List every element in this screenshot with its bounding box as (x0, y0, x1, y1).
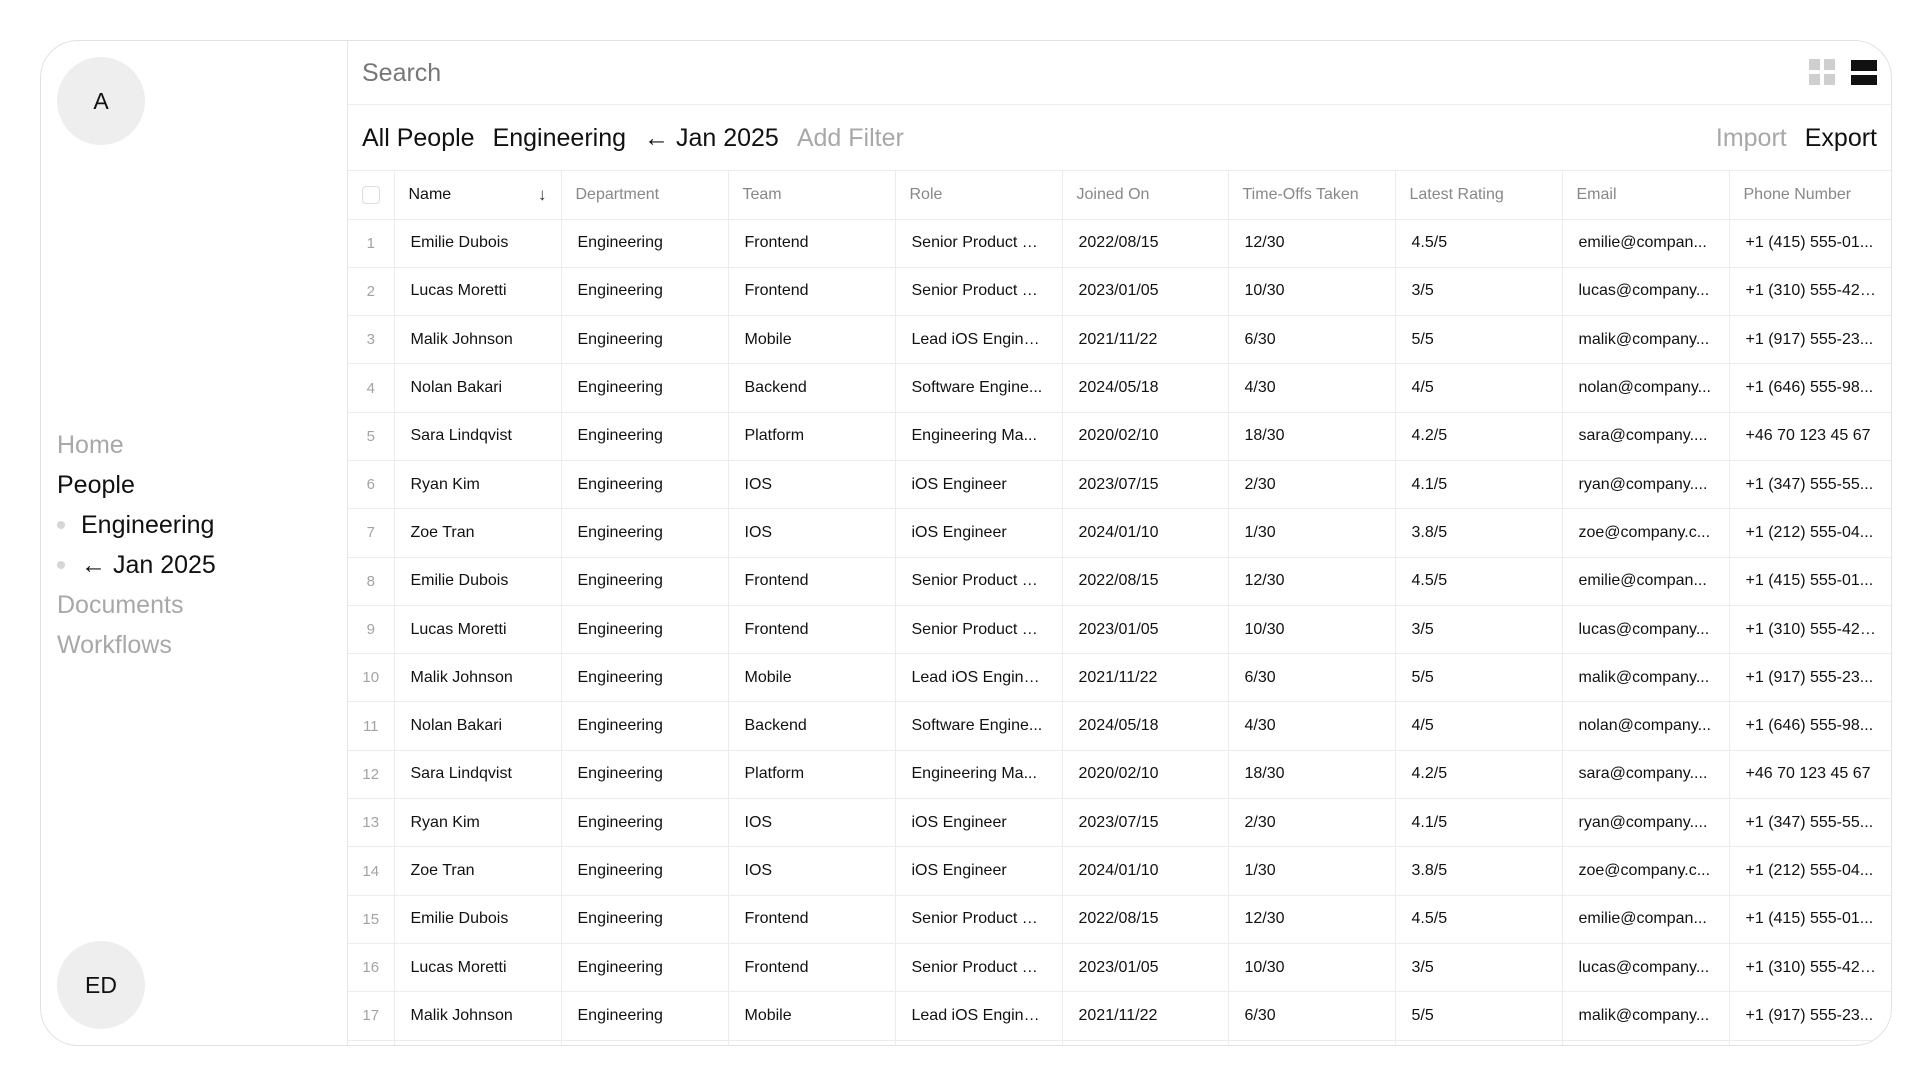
table-row[interactable] (348, 750, 1891, 798)
sidebar-item-home[interactable]: Home (57, 431, 124, 459)
time-offs-cell: 12/30 (1228, 557, 1395, 605)
table-row[interactable] (348, 943, 1891, 991)
team-cell: Frontend (728, 557, 895, 605)
phone-cell: +1 (415) 555-01... (1729, 895, 1891, 943)
table-body (348, 219, 1891, 1045)
name-cell: Emilie Dubois (394, 219, 561, 267)
phone-cell: +1 (415) 555-01... (1729, 557, 1891, 605)
rating-cell: 5/5 (1395, 316, 1562, 364)
team-cell: Frontend (728, 267, 895, 315)
row-number: 6 (348, 460, 394, 508)
rating-cell: 4.5/5 (1395, 895, 1562, 943)
column-header-label: Name (408, 185, 452, 203)
role-cell: Senior Product E... (895, 943, 1062, 991)
table-row[interactable] (348, 557, 1891, 605)
time-offs-cell: 1/30 (1228, 509, 1395, 557)
table-row[interactable] (348, 847, 1891, 895)
phone-cell: +1 (347) 555-55... (1729, 799, 1891, 847)
joined-on-cell: 2023/01/05 (1062, 943, 1228, 991)
row-number: 4 (348, 364, 394, 412)
column-header-department[interactable]: Department (561, 171, 728, 219)
rating-cell: 4.2/5 (1395, 750, 1562, 798)
role-cell: Engineering Ma... (895, 750, 1062, 798)
role-cell: Senior Product E... (895, 557, 1062, 605)
time-offs-cell: 6/30 (1228, 316, 1395, 364)
rating-cell: 5/5 (1395, 992, 1562, 1040)
department-cell: Engineering (561, 509, 728, 557)
team-cell: IOS (728, 847, 895, 895)
phone-cell: +1 (310) 555-4211 (1729, 943, 1891, 991)
table-row[interactable] (348, 895, 1891, 943)
table-actions (1716, 122, 1877, 154)
joined-on-cell: 2023/01/05 (1062, 605, 1228, 653)
column-header-time-offs-taken[interactable]: Time-Offs Taken (1228, 171, 1395, 219)
department-cell: Engineering (561, 654, 728, 702)
name-cell: Zoe Tran (394, 509, 561, 557)
email-cell: malik@company... (1562, 992, 1729, 1040)
time-offs-cell: 12/30 (1228, 895, 1395, 943)
email-cell: ryan@company.... (1562, 460, 1729, 508)
department-cell: Engineering (561, 219, 728, 267)
name-cell: Malik Johnson (394, 654, 561, 702)
time-offs-cell: 2/30 (1228, 799, 1395, 847)
joined-on-cell: 2020/02/10 (1062, 412, 1228, 460)
role-cell: Lead iOS Engine... (895, 316, 1062, 364)
filter-bar (348, 105, 1891, 171)
email-cell: nolan@company... (1562, 364, 1729, 412)
team-cell: Platform (728, 750, 895, 798)
team-cell: Platform (728, 412, 895, 460)
phone-cell: +46 70 123 45 67 (1729, 412, 1891, 460)
department-cell: Engineering (561, 364, 728, 412)
department-cell: Engineering (561, 799, 728, 847)
table-row[interactable] (348, 654, 1891, 702)
team-cell: Backend (728, 702, 895, 750)
grid-view-icon[interactable] (1809, 59, 1835, 85)
joined-on-cell: 2023/01/05 (1062, 267, 1228, 315)
team-cell: Mobile (728, 654, 895, 702)
role-cell: Software Engine... (895, 702, 1062, 750)
main-panel (347, 41, 1891, 1045)
rating-cell: 4.5/5 (1395, 557, 1562, 605)
email-cell: emilie@compan... (1562, 895, 1729, 943)
role-cell: Senior Product E... (895, 895, 1062, 943)
row-number: 14 (348, 847, 394, 895)
row-number: 16 (348, 943, 394, 991)
team-cell: IOS (728, 509, 895, 557)
sidebar-item-documents[interactable]: Documents (57, 591, 184, 619)
column-header-team[interactable]: Team (728, 171, 895, 219)
email-cell: zoe@company.c... (1562, 509, 1729, 557)
rating-cell: 3/5 (1395, 267, 1562, 315)
time-offs-cell: 18/30 (1228, 412, 1395, 460)
search-input[interactable] (362, 53, 962, 93)
phone-cell: +1 (917) 555-23... (1729, 654, 1891, 702)
team-cell: Frontend (728, 219, 895, 267)
rating-cell: 4.2/5 (1395, 412, 1562, 460)
team-cell: Frontend (728, 895, 895, 943)
phone-cell: +1 (347) 555-55... (1729, 460, 1891, 508)
email-cell: lucas@company... (1562, 605, 1729, 653)
role-cell: Engineering Ma... (895, 412, 1062, 460)
rating-cell: 4/5 (1395, 702, 1562, 750)
name-cell: Sara Lindqvist (394, 750, 561, 798)
name-cell: Ryan Kim (394, 460, 561, 508)
department-cell: Engineering (561, 702, 728, 750)
email-cell: zoe@company.c... (1562, 847, 1729, 895)
rating-cell: 5/5 (1395, 654, 1562, 702)
phone-cell: +1 (310) 555-4211 (1729, 605, 1891, 653)
table-header-row (348, 171, 1891, 219)
rating-cell: 4.5/5 (1395, 219, 1562, 267)
team-cell: IOS (728, 799, 895, 847)
joined-on-cell (1062, 1040, 1228, 1045)
column-header-phone-number[interactable]: Phone Number (1729, 171, 1891, 219)
joined-on-cell: 2023/07/15 (1062, 799, 1228, 847)
department-cell: Engineering (561, 316, 728, 364)
phone-cell: +1 (310) 555-4211 (1729, 267, 1891, 315)
select-all-checkbox[interactable] (362, 186, 380, 204)
time-offs-cell: 2/30 (1228, 460, 1395, 508)
row-number: 5 (348, 412, 394, 460)
table-row[interactable] (348, 316, 1891, 364)
table-row[interactable] (348, 460, 1891, 508)
department-cell: Engineering (561, 992, 728, 1040)
column-header-joined-on[interactable]: Joined On (1062, 171, 1228, 219)
row-number: 10 (348, 654, 394, 702)
view-toggles (1809, 59, 1877, 85)
email-cell: emilie@compan... (1562, 219, 1729, 267)
email-cell: malik@company... (1562, 654, 1729, 702)
role-cell: iOS Engineer (895, 509, 1062, 557)
column-header-latest-rating[interactable]: Latest Rating (1395, 171, 1562, 219)
time-offs-cell: 6/30 (1228, 654, 1395, 702)
people-table (348, 171, 1891, 1045)
user-avatar[interactable]: ED (57, 941, 145, 1029)
sort-arrow-down-icon[interactable]: ↓ (538, 184, 547, 204)
filter-all-people[interactable]: All People (362, 124, 475, 152)
table-row[interactable] (348, 509, 1891, 557)
department-cell: Engineering (561, 750, 728, 798)
department-cell (561, 1040, 728, 1045)
department-cell: Engineering (561, 895, 728, 943)
time-offs-cell: 6/30 (1228, 992, 1395, 1040)
email-cell: ryan@company.... (1562, 799, 1729, 847)
filter-chips (362, 122, 904, 154)
filter-jan-2025[interactable]: ← Jan 2025 (644, 124, 779, 152)
name-cell: Lucas Moretti (394, 267, 561, 315)
row-number: 9 (348, 605, 394, 653)
role-cell: Senior Product E... (895, 219, 1062, 267)
role-cell: Software Engine... (895, 364, 1062, 412)
phone-cell: +1 (646) 555-98... (1729, 702, 1891, 750)
team-cell: IOS (728, 460, 895, 508)
phone-cell: +1 (415) 555-01... (1729, 219, 1891, 267)
search-bar (348, 41, 1891, 105)
department-cell: Engineering (561, 267, 728, 315)
name-cell: Nolan Bakari (394, 702, 561, 750)
role-cell: Lead iOS Engine... (895, 654, 1062, 702)
department-cell: Engineering (561, 460, 728, 508)
joined-on-cell: 2024/01/10 (1062, 509, 1228, 557)
phone-cell (1729, 1040, 1891, 1045)
time-offs-cell: 4/30 (1228, 702, 1395, 750)
table-row[interactable] (348, 412, 1891, 460)
team-cell: Mobile (728, 992, 895, 1040)
app-window (40, 40, 1892, 1046)
email-cell: nolan@company... (1562, 702, 1729, 750)
name-cell: Malik Johnson (394, 316, 561, 364)
row-number (348, 1040, 394, 1045)
table-row[interactable] (348, 799, 1891, 847)
sidebar (41, 41, 347, 1045)
sidebar-item-workflows[interactable]: Workflows (57, 631, 172, 659)
name-cell: Ryan Kim (394, 799, 561, 847)
joined-on-cell: 2023/07/15 (1062, 460, 1228, 508)
department-cell: Engineering (561, 412, 728, 460)
time-offs-cell: 10/30 (1228, 267, 1395, 315)
row-number: 8 (348, 557, 394, 605)
rating-cell (1395, 1040, 1562, 1045)
table-row[interactable] (348, 605, 1891, 653)
joined-on-cell: 2022/08/15 (1062, 219, 1228, 267)
name-cell: Sara Lindqvist (394, 412, 561, 460)
time-offs-cell: 10/30 (1228, 943, 1395, 991)
import-button[interactable]: Import (1715, 124, 1787, 152)
joined-on-cell: 2021/11/22 (1062, 654, 1228, 702)
row-number: 2 (348, 267, 394, 315)
rating-cell: 4.1/5 (1395, 460, 1562, 508)
email-cell: lucas@company... (1562, 267, 1729, 315)
name-cell: Emilie Dubois (394, 557, 561, 605)
role-cell: Senior Product E... (895, 267, 1062, 315)
export-button[interactable]: Export (1804, 124, 1877, 152)
table-row[interactable] (348, 219, 1891, 267)
role-cell: iOS Engineer (895, 460, 1062, 508)
team-cell: Mobile (728, 316, 895, 364)
name-cell: Lucas Moretti (394, 943, 561, 991)
email-cell: malik@company... (1562, 316, 1729, 364)
row-number: 1 (348, 219, 394, 267)
rating-cell: 3/5 (1395, 605, 1562, 653)
email-cell: lucas@company... (1562, 943, 1729, 991)
email-cell: emilie@compan... (1562, 557, 1729, 605)
table-row[interactable] (348, 267, 1891, 315)
table-row[interactable] (348, 364, 1891, 412)
time-offs-cell: 12/30 (1228, 219, 1395, 267)
row-number: 3 (348, 316, 394, 364)
department-cell: Engineering (561, 605, 728, 653)
email-cell: sara@company.... (1562, 750, 1729, 798)
row-number: 17 (348, 992, 394, 1040)
phone-cell: +46 70 123 45 67 (1729, 750, 1891, 798)
add-filter-button[interactable]: Add Filter (796, 124, 904, 152)
phone-cell: +1 (212) 555-04... (1729, 847, 1891, 895)
time-offs-cell: 4/30 (1228, 364, 1395, 412)
role-cell: Senior Product E... (895, 605, 1062, 653)
table-row[interactable] (348, 992, 1891, 1040)
role-cell (895, 1040, 1062, 1045)
rating-cell: 3.8/5 (1395, 847, 1562, 895)
name-cell: Nolan Bakari (394, 364, 561, 412)
phone-cell: +1 (212) 555-04... (1729, 509, 1891, 557)
column-header-email[interactable]: Email (1562, 171, 1729, 219)
time-offs-cell: 1/30 (1228, 847, 1395, 895)
row-number: 12 (348, 750, 394, 798)
row-number: 11 (348, 702, 394, 750)
department-cell: Engineering (561, 943, 728, 991)
joined-on-cell: 2022/08/15 (1062, 557, 1228, 605)
joined-on-cell: 2024/05/18 (1062, 364, 1228, 412)
time-offs-cell: 10/30 (1228, 605, 1395, 653)
phone-cell: +1 (917) 555-23... (1729, 316, 1891, 364)
joined-on-cell: 2021/11/22 (1062, 316, 1228, 364)
joined-on-cell: 2024/01/10 (1062, 847, 1228, 895)
name-cell: Lucas Moretti (394, 605, 561, 653)
rating-cell: 4/5 (1395, 364, 1562, 412)
role-cell: Lead iOS Engine... (895, 992, 1062, 1040)
row-number: 13 (348, 799, 394, 847)
filter-engineering[interactable]: Engineering (492, 124, 627, 152)
row-number: 7 (348, 509, 394, 557)
time-offs-cell: 18/30 (1228, 750, 1395, 798)
joined-on-cell: 2021/11/22 (1062, 992, 1228, 1040)
column-header-name[interactable] (394, 171, 561, 219)
department-cell: Engineering (561, 557, 728, 605)
team-cell: Backend (728, 364, 895, 412)
name-cell: Emilie Dubois (394, 895, 561, 943)
workspace-avatar[interactable]: A (57, 57, 145, 145)
select-all-cell (348, 171, 394, 219)
people-table-container (348, 171, 1891, 1045)
sidebar-subitem-jan-2025[interactable]: ← Jan 2025 (57, 545, 216, 585)
column-header-role[interactable]: Role (895, 171, 1062, 219)
rating-cell: 3.8/5 (1395, 509, 1562, 557)
joined-on-cell: 2022/08/15 (1062, 895, 1228, 943)
joined-on-cell: 2024/05/18 (1062, 702, 1228, 750)
role-cell: iOS Engineer (895, 847, 1062, 895)
table-row[interactable] (348, 1040, 1891, 1045)
row-number: 15 (348, 895, 394, 943)
name-cell (394, 1040, 561, 1045)
table-row[interactable] (348, 702, 1891, 750)
team-cell: Frontend (728, 943, 895, 991)
time-offs-cell (1228, 1040, 1395, 1045)
phone-cell: +1 (646) 555-98... (1729, 364, 1891, 412)
team-cell (728, 1040, 895, 1045)
rating-cell: 4.1/5 (1395, 799, 1562, 847)
team-cell: Frontend (728, 605, 895, 653)
list-view-icon[interactable] (1851, 59, 1877, 85)
department-cell: Engineering (561, 847, 728, 895)
sidebar-subitem-engineering[interactable]: Engineering (57, 505, 216, 545)
role-cell: iOS Engineer (895, 799, 1062, 847)
sidebar-nav (57, 425, 216, 665)
name-cell: Malik Johnson (394, 992, 561, 1040)
sidebar-item-people[interactable]: People (57, 471, 135, 499)
email-cell (1562, 1040, 1729, 1045)
phone-cell: +1 (917) 555-23... (1729, 992, 1891, 1040)
rating-cell: 3/5 (1395, 943, 1562, 991)
joined-on-cell: 2020/02/10 (1062, 750, 1228, 798)
name-cell: Zoe Tran (394, 847, 561, 895)
email-cell: sara@company.... (1562, 412, 1729, 460)
